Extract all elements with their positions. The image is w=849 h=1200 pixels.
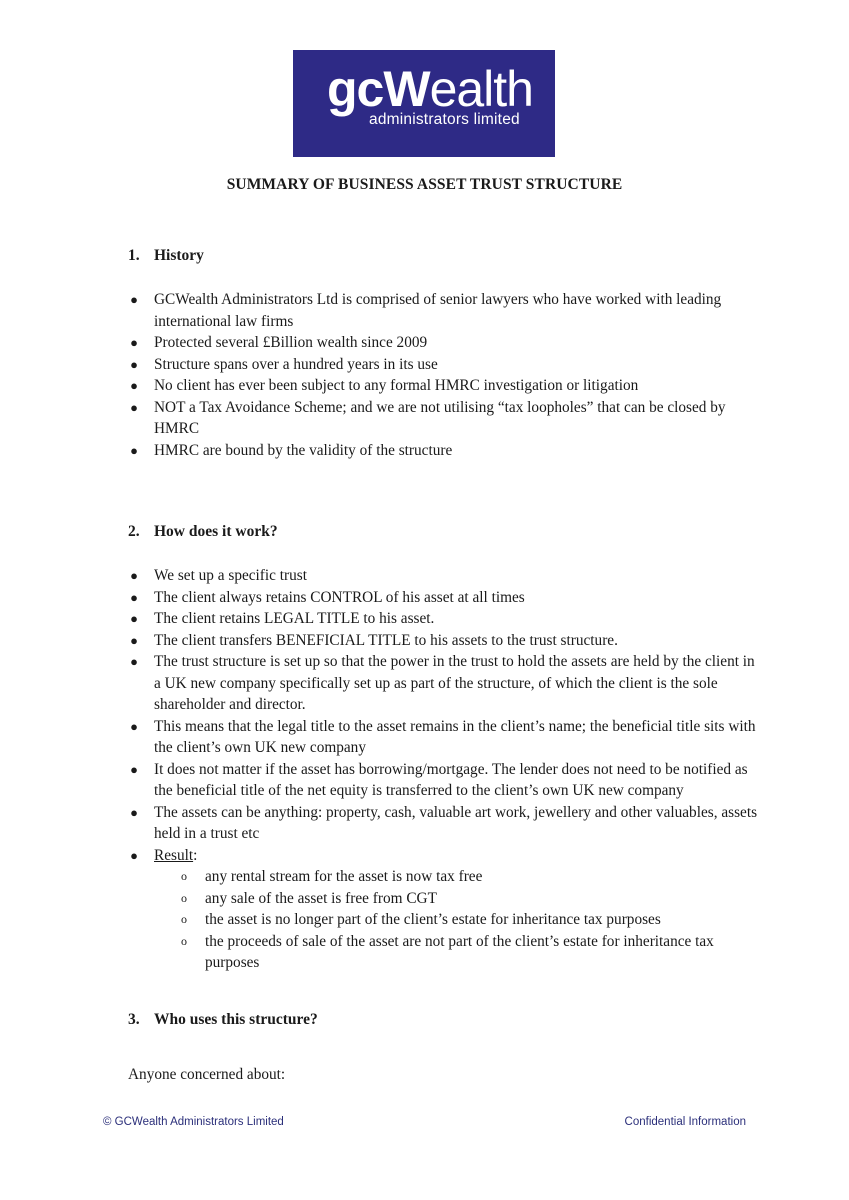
result-sub-list	[154, 866, 758, 974]
result-item: ● Result: o any rental stream for the asset is now tax free o any sale of the asset is free from CGT o the asset is no longer part of the client’s estate for inheritance tax purposes o the proceeds of sale of the asset are not part of the client’s estate for inheritance tax purposes	[128, 845, 758, 974]
circle-bullet-icon: o	[181, 890, 187, 905]
result-label: Result	[154, 846, 194, 864]
list-item: ● The client transfers BENEFICIAL TITLE to his assets to the trust structure.	[128, 630, 758, 652]
list-item: ● We set up a specific trust	[128, 565, 758, 587]
sub-list-item: o any sale of the asset is free from CGT	[154, 888, 758, 910]
list-item: ● The trust structure is set up so that the power in the trust to hold the assets are held by the client in a UK new company specifically set up as part of the structure, of which the client is the sole shareholder and director.	[128, 651, 758, 716]
circle-bullet-icon: o	[181, 912, 187, 926]
sub-list-item: o the asset is no longer part of the client’s estate for inheritance tax purposes	[154, 909, 758, 931]
list-item: ● NOT a Tax Avoidance Scheme; and we are not utilising “tax loopholes” that can be closed by HMRC	[128, 397, 758, 440]
bullet-icon: ●	[130, 589, 138, 605]
list-item: ● No client has ever been subject to any formal HMRC investigation or litigation	[128, 375, 758, 397]
history-bullet-list	[128, 289, 758, 461]
footer-confidential: Confidential Information	[624, 1116, 746, 1128]
logo-wordmark: gcWealth	[327, 61, 533, 117]
bullet-icon: ●	[130, 356, 138, 372]
list-item: ● It does not matter if the asset has borrowing/mortgage. The lender does not need to be notified as the beneficial title of the net equity is transferred to the client’s own UK new company	[128, 759, 758, 802]
bullet-icon: ●	[130, 378, 138, 393]
section-heading-who-uses: 3. Who uses this structure?	[128, 1011, 318, 1028]
section-heading-how-it-works: 2. How does it work?	[128, 523, 278, 540]
circle-bullet-icon: o	[181, 933, 187, 948]
bullet-icon: ●	[130, 292, 138, 307]
section-paragraph: Anyone concerned about:	[128, 1066, 286, 1083]
list-item: ● The client always retains CONTROL of his asset at all times	[128, 587, 758, 609]
section-heading-history: 1. History	[128, 247, 204, 264]
list-item: ● Structure spans over a hundred years in its use	[128, 354, 758, 376]
bullet-icon: ●	[130, 568, 138, 583]
list-item: ● Protected several £Billion wealth since 2009	[128, 332, 758, 354]
bullet-icon: ●	[130, 611, 138, 626]
list-item: ● The assets can be anything: property, cash, valuable art work, jewellery and other valuables, assets held in a trust etc	[128, 802, 758, 845]
footer-copyright: © GCWealth Administrators Limited	[103, 1116, 284, 1128]
bullet-icon: ●	[130, 335, 138, 350]
bullet-icon: ●	[130, 399, 138, 415]
document-title: SUMMARY OF BUSINESS ASSET TRUST STRUCTURE	[226, 176, 623, 193]
bullet-icon: ●	[130, 804, 138, 820]
bullet-icon: ●	[130, 847, 138, 863]
sub-list-item: o the proceeds of sale of the asset are not part of the client’s estate for inheritance tax purposes	[154, 931, 758, 974]
list-item: ● HMRC are bound by the validity of the structure	[128, 440, 758, 462]
sub-list-item: o any rental stream for the asset is now tax free	[154, 866, 758, 888]
how-it-works-bullet-list	[128, 565, 758, 974]
list-item: ● This means that the legal title to the asset remains in the client’s name; the beneficial title sits with the client’s own UK new company	[128, 716, 758, 759]
list-item: ● The client retains LEGAL TITLE to his asset.	[128, 608, 758, 630]
bullet-icon: ●	[130, 761, 138, 777]
bullet-icon: ●	[130, 632, 138, 648]
bullet-icon: ●	[130, 442, 138, 458]
list-item: ● GCWealth Administrators Ltd is comprised of senior lawyers who have worked with leading international law firms	[128, 289, 758, 332]
bullet-icon: ●	[130, 718, 138, 734]
bullet-icon: ●	[130, 654, 138, 669]
circle-bullet-icon: o	[181, 869, 187, 883]
logo-subtitle: administrators limited	[369, 111, 520, 128]
company-logo	[293, 50, 555, 157]
